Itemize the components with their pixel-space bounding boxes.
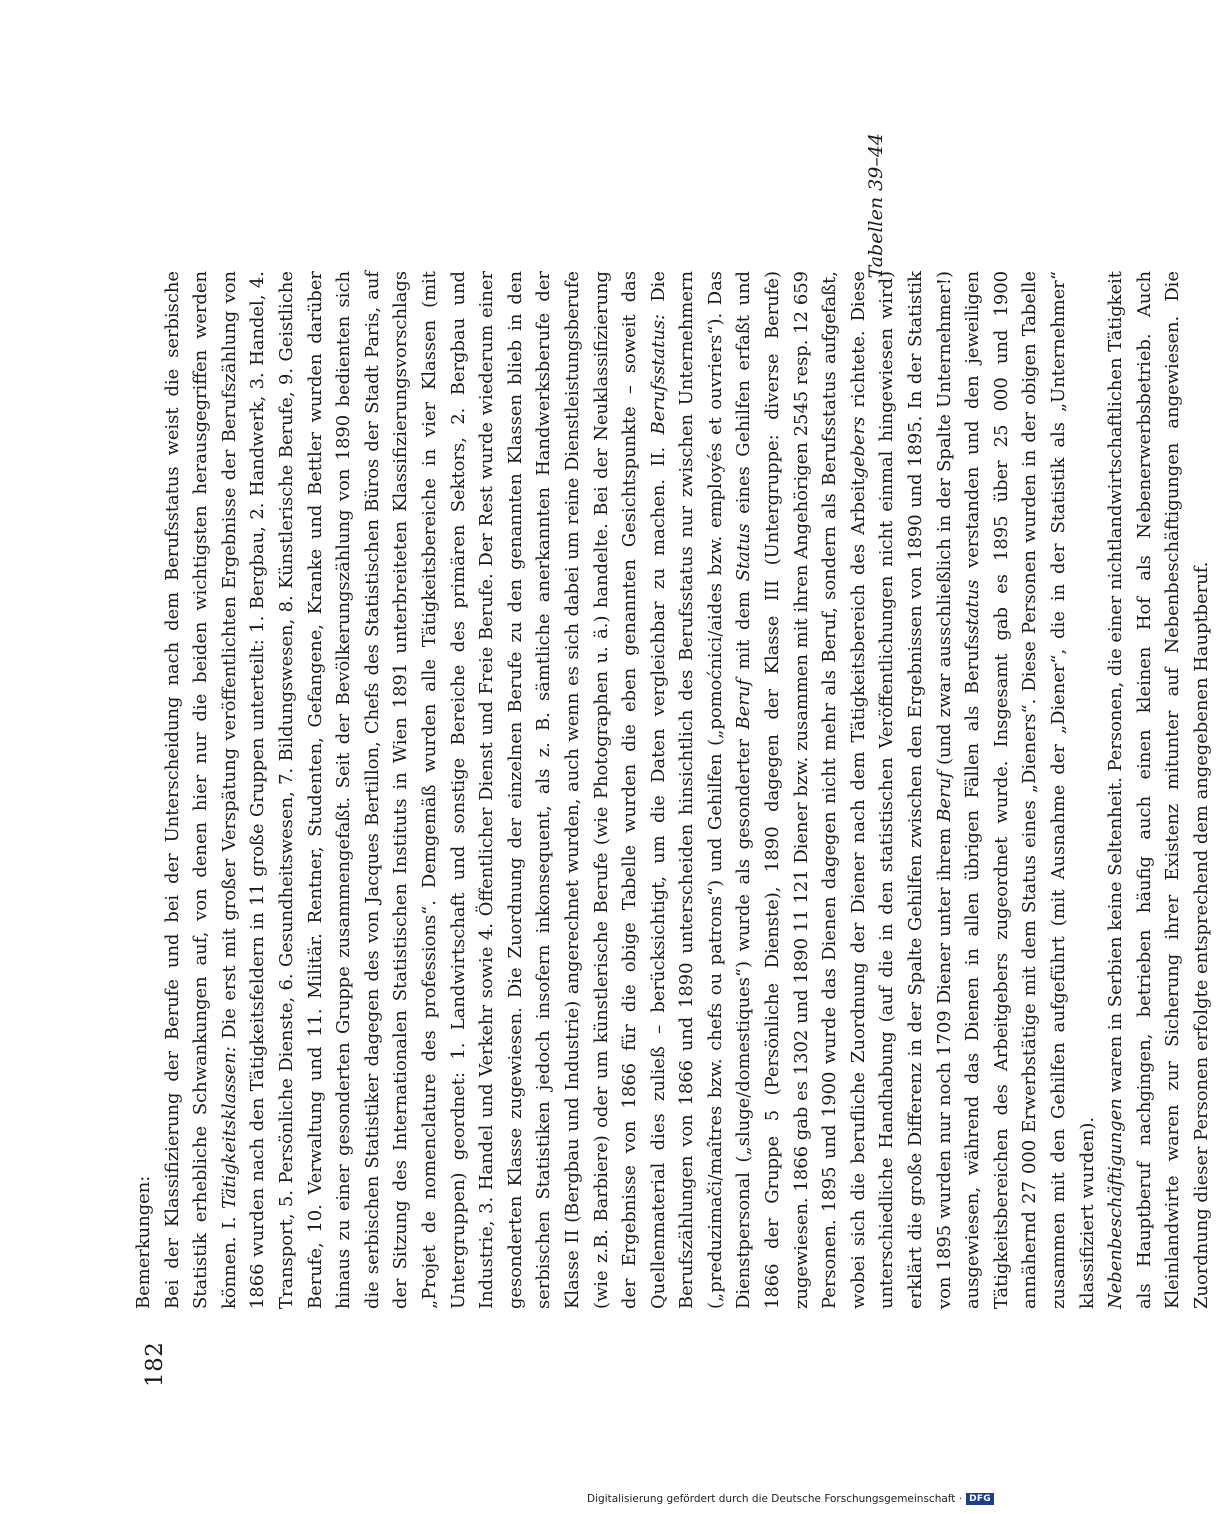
p1-term-gebers: gebers (847, 416, 869, 479)
p1-term-status-suffix: status (962, 579, 984, 635)
remarks-paragraph-1 (159, 271, 1103, 1309)
p1-text: (und zwar ausschließlich in der Spalte Unternehmer!) ausgewiesen, während das Dienen in allen übrigen Fällen als Berufs (933, 271, 984, 1309)
rotated-page (110, 127, 1212, 1387)
p1-text: mit dem (733, 581, 755, 679)
dfg-logo: DFG (966, 1493, 994, 1505)
remarks-paragraph-2 (1102, 271, 1216, 1309)
p1-text: Die erst mit großer Verspätung veröffentlichten Ergebnisse der Berufszählung von 1866 wurden nach den Tätigkeitsfeldern in 11 große Gruppen unterteilt: 1. Bergbau, 2. Handwerk, 3. Handel, 4. Transport, 5. Persönliche Dienste, 6. Gesundheitswesen, 7. Bildungswesen, 8. Künstlerische Berufe, 9. Geistliche Berufe, 10. Verwaltung und 11. Militär. Rentner, Studenten, Gefangene, Kranke und Bettler wurden darüber hinaus zu einer gesonderten Gruppe zusammengefaßt. Seit der Bevölkerungszählung von 1890 bedienten sich die serbischen Statistiker dagegen des von Jacques Bertillon, Chefs des Statistischen Büros der Stadt Paris, auf der Sitzung des Internationalen Statistischen Instituts in Wien 1891 unterbreiteten Klassifizierungsvorschlags „Projet de nomenclature des professions“. Demgemäß wurden alle Tätigkeitsbereiche in vier Klassen (mit Untergruppen) geordnet: 1. Landwirtschaft und sonstige Bereiche des primären Sektors, 2. Bergbau und Industrie, 3. Handel und Verkehr sowie 4. Öffentlicher Dienst und Freie Berufe. Der Rest wurde wiederum einer gesonderten Klasse zugewiesen. Die Zuordnung der einzelnen Berufe zu den genannten Klassen blieb in den serbischen Statistiken jedoch insofern inkonsequent, als z. B. sämtliche anerkannten Handwerksberufe der Klasse II (Bergbau und Industrie) angerechnet wurden, auch wenn es sich dabei um reine Dienstleistungsberufe (wie z.B. Barbiere) oder um künstlerische Berufe (wie Photographen u. ä.) handelte. Bei der Neuklassifizierung der Ergebnisse von 1866 für die obige Tabelle wurden die eben genannten Gesichtspunkte – soweit das Quellenmaterial dies zuließ – berücksichtigt, um die Daten vergleichbar zu machen. II. (218, 271, 669, 1309)
remarks-heading: Bemerkungen: (133, 1175, 154, 1309)
page-number: 182 (142, 1341, 168, 1387)
p1-term-beruf: Beruf (933, 771, 955, 822)
p1-text: Die Berufszählungen von 1866 und 1890 unterscheiden hinsichtlich des Berufsstatus nur zwischen Unternehmern („preduzimači/maîtres bzw. chefs ou patrons“) und Gehilfen („pomoćnici/aides bzw. employés et ouvriers“). Das Dienstpersonal („sluge/domestiques“) wurde als gesonderter (647, 271, 755, 1309)
p1-term-taetigkeitsklassen: Tätigkeitsklassen: (218, 1046, 240, 1210)
p1-term-berufsstatus: Berufsstatus: (647, 313, 669, 435)
p1-term-beruf: Beruf (733, 678, 755, 730)
p1-text: richtete. Diese unterschiedliche Handhabung (auf die in den statistischen Veröffentlichungen nicht einmal hingewiesen wird) erklärt die große Differenz in der Spalte Gehilfen zwischen den Ergebnissen von 1890 und 1895. In der Statistik von 1895 wurden nur noch 1709 Diener unter ihrem (847, 271, 955, 1309)
footer-text: Digitalisierung gefördert durch die Deutsche Forschungsgemeinschaft · (587, 1493, 963, 1505)
p2-term-nebenbeschaeftigungen: Nebenbeschäftigungen (1105, 1098, 1127, 1309)
p2-text: waren in Serbien keine Seltenheit. Personen, die einer nichtlandwirtschaftlichen Tätigkeit als Hauptberuf nachgingen, betrieben häufig auch einen kleinen Hof als Nebenerwerbsbetrieb. Auch Kleinlandwirte waren zur Sicherung ihrer Existenz mitunter auf Nebenbeschäftigungen angewiesen. Die Zuordnung dieser Personen erfolgte entsprechend dem angegebenen Hauptberuf. (1105, 271, 1212, 1309)
running-head: Tabellen 39–44 (865, 133, 887, 279)
p1-text: eines Gehilfen erfaßt und 1866 der Gruppe 5 (Persönliche Dienste), 1890 dagegen der Klasse III (Untergruppe: diverse Berufe) zugewiesen. 1866 gab es 1302 und 1890 11 121 Diener bzw. zusammen mit ihren Angehörigen 2545 resp. 12 659 Personen. 1895 und 1900 wurde das Dienen dagegen nicht mehr als Beruf, sondern als Berufsstatus aufgefaßt, wobei sich die berufliche Zuordnung der Diener nach dem Tätigkeitsbereich des Arbeit (733, 271, 869, 1309)
digitization-footer (587, 1493, 994, 1505)
remarks-text-block (130, 271, 1217, 1309)
p1-text: verstanden und den jeweiligen Tätigkeitsbereichen des Arbeitgebers zugeordnet wurde. Insgesamt gab es 1895 über 25 000 und 1900 annähernd 27 000 Erwerbstätige mit dem Status eines „Dieners“. Diese Personen wurden in der obigen Tabelle zusammen mit den Gehilfen aufgeführt (mit Ausnahme der „Diener“, die in der Statistik als „Unternehmer“ klassifiziert wurden). (962, 271, 1098, 1309)
p1-term-status: Status (733, 523, 755, 582)
p1-text: Bei der Klassifizierung der Berufe und bei der Unterscheidung nach dem Berufsstatus weist die serbische Statistik erhebliche Schwankungen auf, von denen hier nur die beiden wichtigsten herausgegriffen werden können. I. (161, 271, 240, 1309)
